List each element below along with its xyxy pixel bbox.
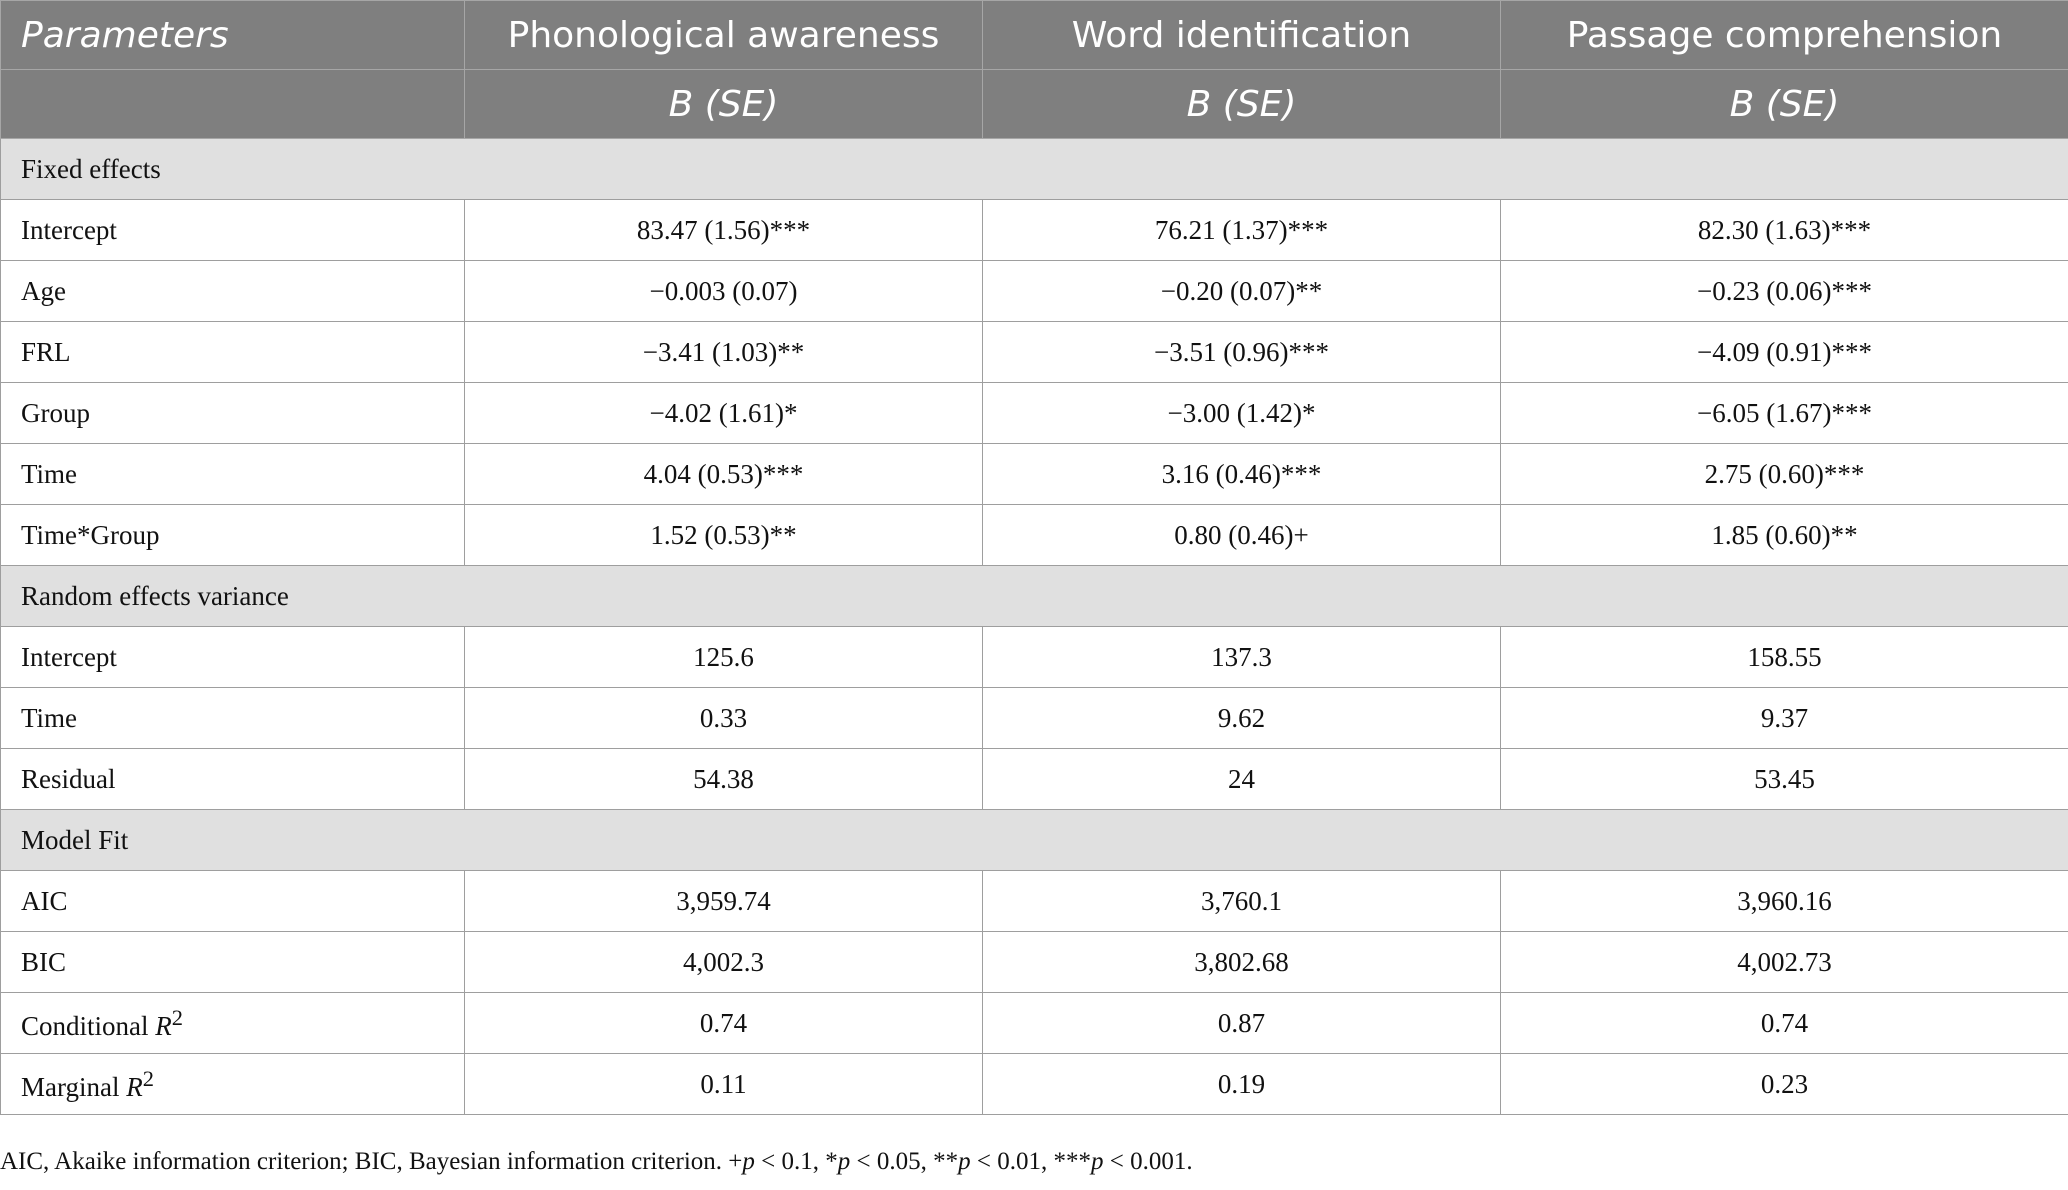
table-cell: 125.6 <box>465 627 983 688</box>
table-cell: 158.55 <box>1501 627 2068 688</box>
table-cell: 0.19 <box>983 1054 1501 1115</box>
label-italic: R <box>155 1010 172 1041</box>
table-cell: 0.23 <box>1501 1054 2068 1115</box>
section-row-random-effects <box>1 566 2068 627</box>
footnote-text: < 0.05, ** <box>850 1148 959 1175</box>
footnote-text: AIC, Akaike information criterion; BIC, Bayesian information criterion. + <box>0 1148 743 1175</box>
table-cell: 0.80 (0.46)+ <box>983 505 1501 566</box>
table-row <box>1 383 2068 444</box>
table-cell: 76.21 (1.37)*** <box>983 200 1501 261</box>
row-label: Group <box>1 383 465 444</box>
table-cell: 3,960.16 <box>1501 871 2068 932</box>
table-cell: 3,760.1 <box>983 871 1501 932</box>
row-label: BIC <box>1 932 465 993</box>
header-passage-comprehension: Passage comprehension <box>1501 1 2068 70</box>
footnote-p: p <box>742 1148 755 1175</box>
table-footnote <box>0 1148 1193 1176</box>
table-row <box>1 688 2068 749</box>
table-cell: −3.51 (0.96)*** <box>983 322 1501 383</box>
header-parameters: Parameters <box>1 1 465 70</box>
row-label <box>1 993 465 1054</box>
table-cell: 53.45 <box>1501 749 2068 810</box>
footnote-p: p <box>1090 1148 1104 1175</box>
footnote-p: p <box>958 1148 971 1175</box>
label-superscript: 2 <box>171 1004 183 1030</box>
header-row <box>1 1 2068 70</box>
label-superscript: 2 <box>142 1065 154 1091</box>
table-cell: 24 <box>983 749 1501 810</box>
section-row-model-fit <box>1 810 2068 871</box>
row-label: Age <box>1 261 465 322</box>
section-title: Fixed effects <box>1 139 2068 200</box>
table-cell: 2.75 (0.60)*** <box>1501 444 2068 505</box>
table-row <box>1 627 2068 688</box>
table-cell: 4,002.3 <box>465 932 983 993</box>
section-title: Model Fit <box>1 810 2068 871</box>
row-label: AIC <box>1 871 465 932</box>
label-text: Conditional <box>21 1010 156 1041</box>
table-cell: 82.30 (1.63)*** <box>1501 200 2068 261</box>
footnote-text: < 0.001. <box>1103 1148 1193 1175</box>
table-row <box>1 1054 2068 1115</box>
footnote-p: p <box>837 1148 851 1175</box>
footnote-text: < 0.01, *** <box>970 1148 1091 1175</box>
row-label: Residual <box>1 749 465 810</box>
table-cell: 0.74 <box>1501 993 2068 1054</box>
table-cell: 3,959.74 <box>465 871 983 932</box>
table-cell: 137.3 <box>983 627 1501 688</box>
table-cell: −3.41 (1.03)** <box>465 322 983 383</box>
subheader-b-se: B (SE) <box>983 70 1501 139</box>
table-cell: 54.38 <box>465 749 983 810</box>
subheader-b-se: B (SE) <box>465 70 983 139</box>
table-cell: 0.11 <box>465 1054 983 1115</box>
table-row <box>1 505 2068 566</box>
table-cell: 4,002.73 <box>1501 932 2068 993</box>
subheader-row <box>1 70 2068 139</box>
table-cell: −0.20 (0.07)** <box>983 261 1501 322</box>
footnote-text: < 0.1, * <box>754 1148 838 1175</box>
table-cell: 0.33 <box>465 688 983 749</box>
table-row <box>1 322 2068 383</box>
table-cell: −4.09 (0.91)*** <box>1501 322 2068 383</box>
table-cell: 3,802.68 <box>983 932 1501 993</box>
subheader-b-se: B (SE) <box>1501 70 2068 139</box>
row-label: Time <box>1 444 465 505</box>
row-label: Time <box>1 688 465 749</box>
table-row <box>1 444 2068 505</box>
row-label: FRL <box>1 322 465 383</box>
table-cell: −0.23 (0.06)*** <box>1501 261 2068 322</box>
table-cell: 83.47 (1.56)*** <box>465 200 983 261</box>
table-cell: 1.52 (0.53)** <box>465 505 983 566</box>
table-cell: 1.85 (0.60)** <box>1501 505 2068 566</box>
table-cell: 0.74 <box>465 993 983 1054</box>
label-italic: R <box>126 1071 143 1102</box>
row-label: Intercept <box>1 627 465 688</box>
table-cell: −6.05 (1.67)*** <box>1501 383 2068 444</box>
table-cell: −4.02 (1.61)* <box>465 383 983 444</box>
subheader-empty <box>1 70 465 139</box>
table-cell: 9.37 <box>1501 688 2068 749</box>
table-row <box>1 261 2068 322</box>
section-title: Random effects variance <box>1 566 2068 627</box>
row-label: Intercept <box>1 200 465 261</box>
table-row <box>1 871 2068 932</box>
header-phonological-awareness: Phonological awareness <box>465 1 983 70</box>
table-row <box>1 993 2068 1054</box>
section-row-fixed-effects <box>1 139 2068 200</box>
table-cell: −3.00 (1.42)* <box>983 383 1501 444</box>
header-word-identification: Word identification <box>983 1 1501 70</box>
table-row <box>1 932 2068 993</box>
table-cell: 4.04 (0.53)*** <box>465 444 983 505</box>
row-label <box>1 1054 465 1115</box>
table-row <box>1 749 2068 810</box>
table-cell: −0.003 (0.07) <box>465 261 983 322</box>
table-cell: 3.16 (0.46)*** <box>983 444 1501 505</box>
table-row <box>1 200 2068 261</box>
table-cell: 0.87 <box>983 993 1501 1054</box>
table-cell: 9.62 <box>983 688 1501 749</box>
label-text: Marginal <box>21 1071 127 1102</box>
row-label: Time*Group <box>1 505 465 566</box>
